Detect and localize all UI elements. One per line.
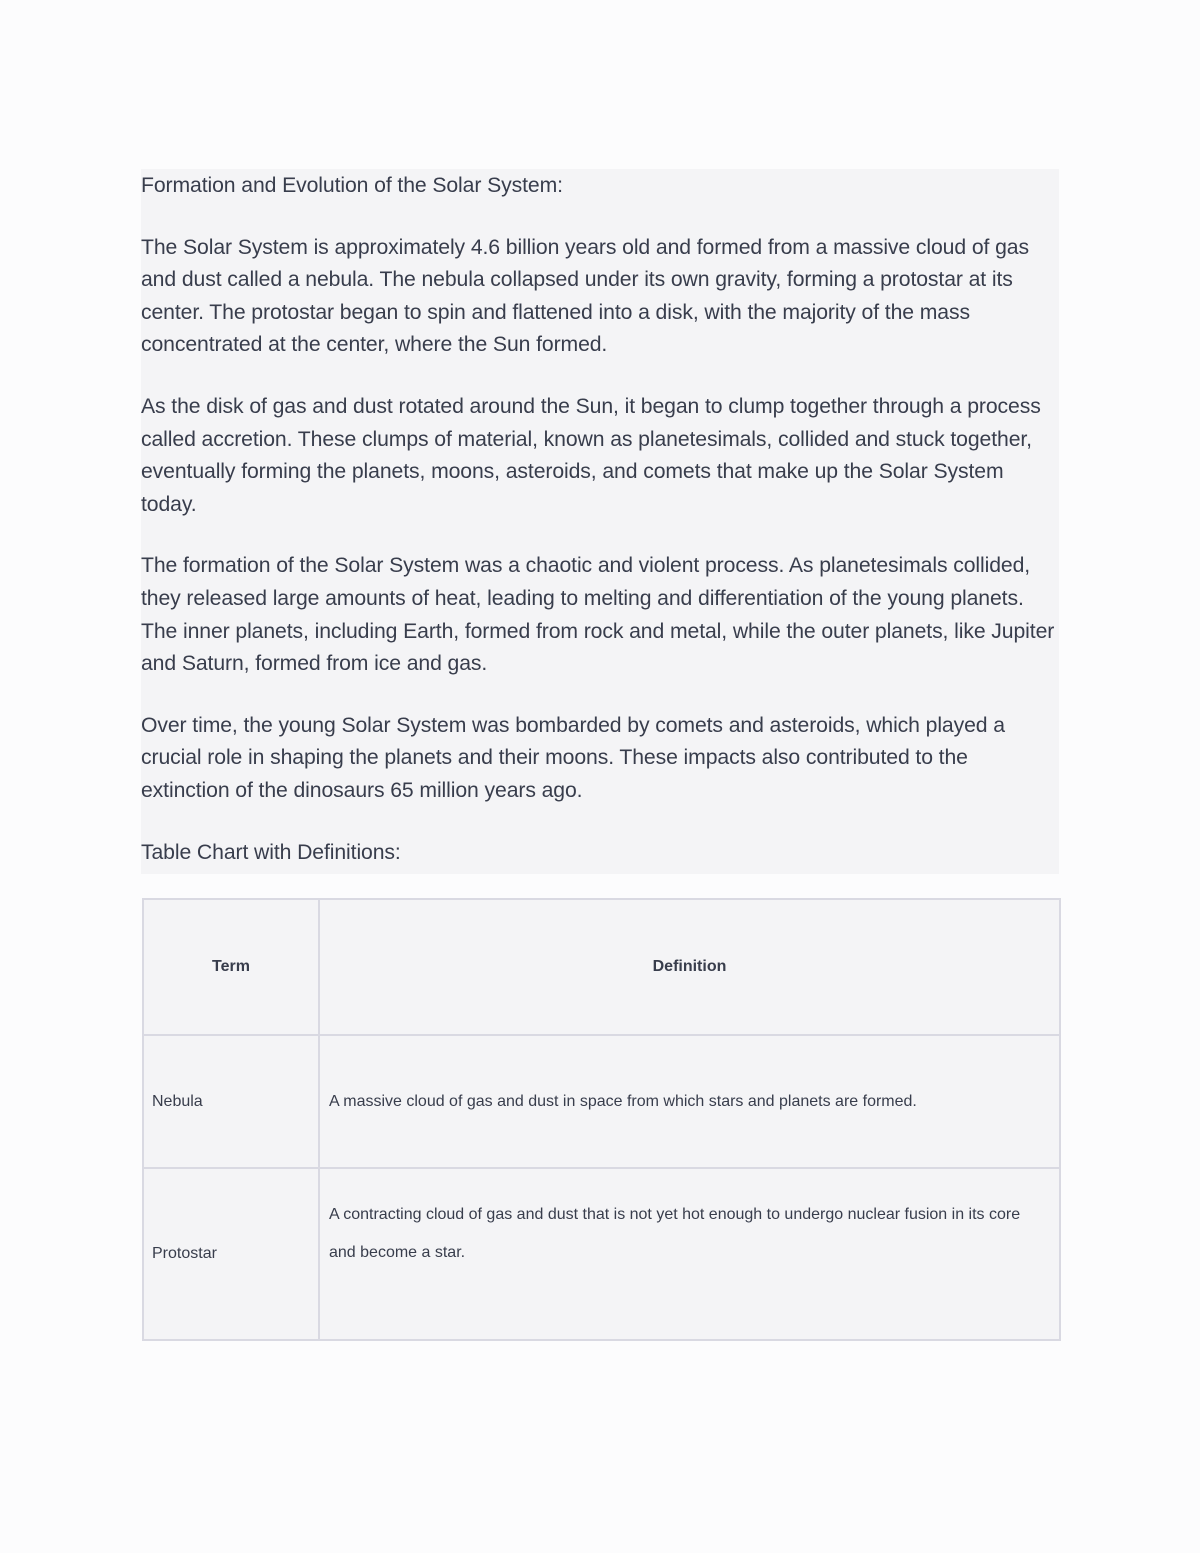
header-definition: Definition	[319, 899, 1060, 1035]
header-term: Term	[143, 899, 319, 1035]
text-block	[141, 169, 1059, 874]
table-row	[143, 1035, 1060, 1168]
table-title: Table Chart with Definitions:	[141, 840, 401, 864]
term-cell: Protostar	[143, 1168, 319, 1340]
term-cell: Nebula	[143, 1035, 319, 1168]
definition-text: A contracting cloud of gas and dust that is not yet hot enough to undergo nuclear fusion in its core and become a star.	[329, 1206, 1021, 1261]
document-heading: Formation and Evolution of the Solar System:	[141, 174, 563, 197]
paragraph-4: Over time, the young Solar System was bombarded by comets and asteroids, which played a crucial role in shaping the planets and their moons. These impacts also contributed to the extinction of the dinosaurs 65 million years ago.	[141, 713, 1005, 802]
table-header-row	[143, 899, 1060, 1035]
definition-cell	[319, 1168, 1060, 1340]
paragraph-2: As the disk of gas and dust rotated around the Sun, it began to clump together through a process called accretion. These clumps of material, known as planetesimals, collided and stuck together, eventually forming the planets, moons, asteroids, and comets that make up the Solar System today.	[141, 394, 1041, 516]
definition-cell: A massive cloud of gas and dust in space from which stars and planets are formed.	[319, 1035, 1060, 1168]
paragraph-3: The formation of the Solar System was a chaotic and violent process. As planetesimals collided, they released large amounts of heat, leading to melting and differentiation of the young planets. The inner planets, including Earth, formed from rock and metal, while the outer planets, like Jupiter and Saturn, formed from ice and gas.	[141, 554, 1055, 676]
table-row	[143, 1168, 1060, 1340]
paragraph-1: The Solar System is approximately 4.6 billion years old and formed from a massive cloud of gas and dust called a nebula. The nebula collapsed under its own gravity, forming a protostar at its center. The protostar began to spin and flattened into a disk, with the majority of the mass concentrated at the center, where the Sun formed.	[141, 235, 1029, 357]
definitions-table	[142, 898, 1061, 1341]
